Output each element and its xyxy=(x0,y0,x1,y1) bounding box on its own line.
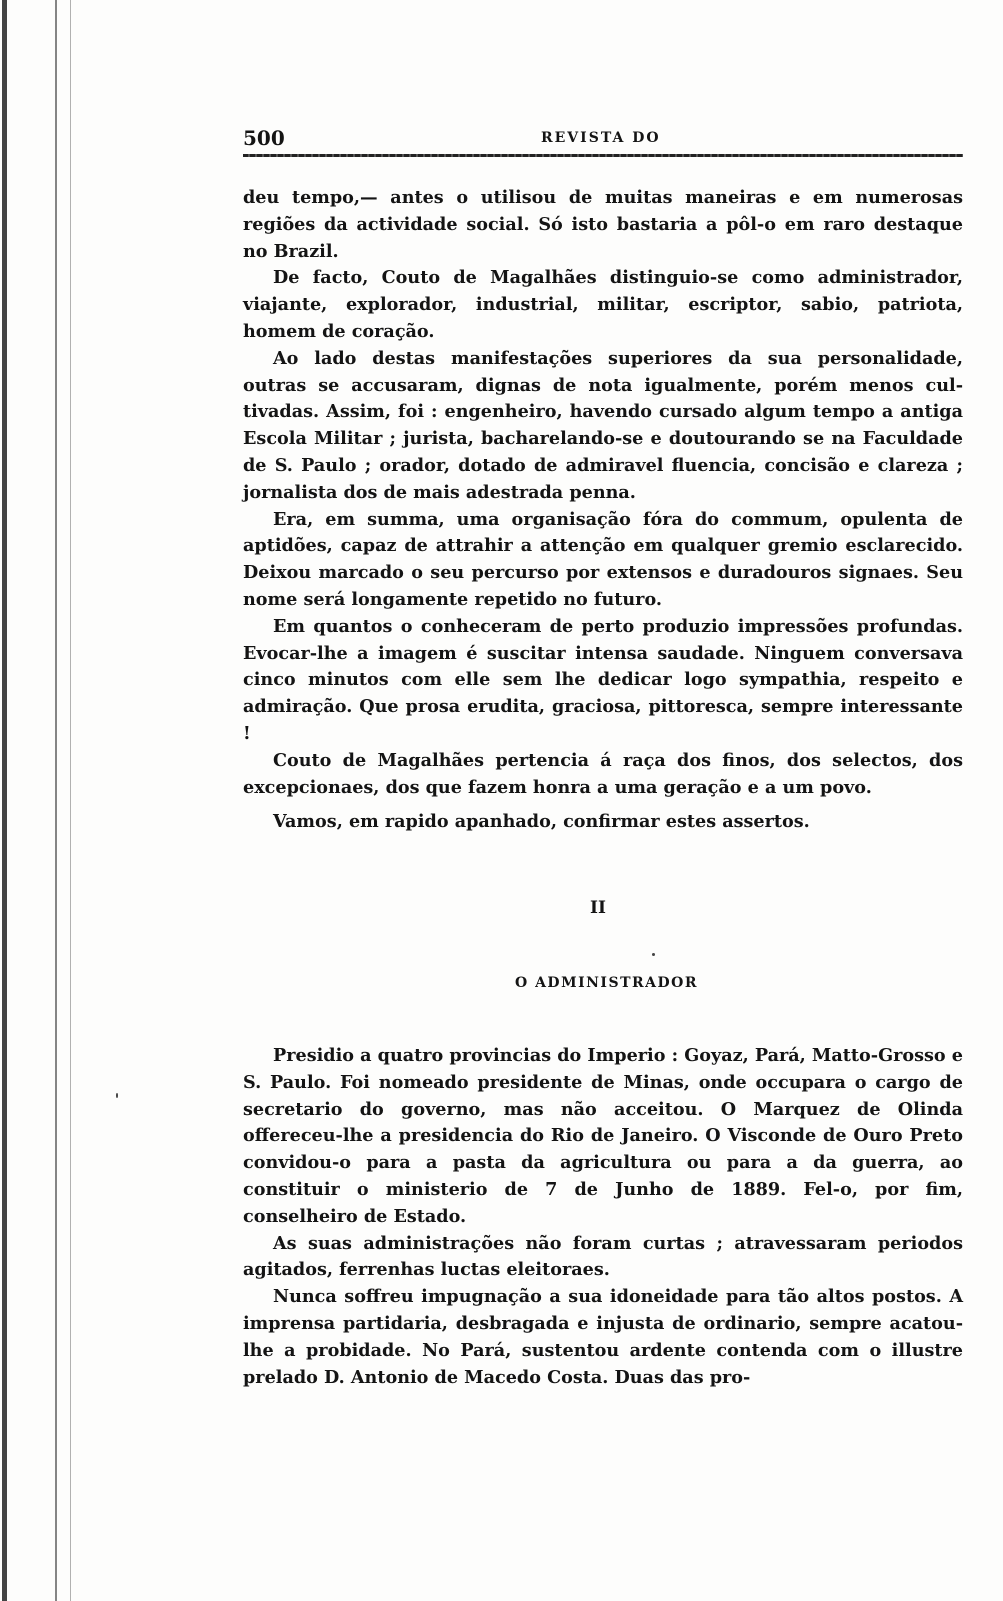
paragraph: Era, em summa, uma organisação fóra do commum, opulenta de aptidões, capaz de attrahir a attenção em qualquer gremio esclarecido. Deixou marcado o seu percurso por extensos e duradouros signaes. Seu nome será longamente repetido no futuro. xyxy=(243,508,963,610)
paragraph: As suas administrações não foram curtas ; atravessaram periodos agitados, ferrenhas luctas eleitoraes. xyxy=(243,1232,963,1281)
print-speck xyxy=(116,1093,118,1098)
header-rule xyxy=(243,154,963,157)
section-numeral: II xyxy=(590,898,606,918)
paragraph: deu tempo,— antes o utilisou de muitas maneiras e em numerosas regiões da actividade social. Só isto bastaria a pôl-o em raro destaque no Brazil. xyxy=(243,187,963,262)
binding-shadow xyxy=(70,0,71,1601)
paragraph: De facto, Couto de Magalhães distinguio-se como administrador, viajante, explorador, industrial, militar, escriptor, sabio, patriota, homem de coração. xyxy=(243,267,963,342)
paragraph: Vamos, em rapido apanhado, confirmar estes assertos. xyxy=(273,811,810,833)
running-head: REVISTA DO xyxy=(541,130,661,146)
paragraph: Presidio a quatro provincias do Imperio : Goyaz, Pará, Matto-Grosso e S. Paulo. Foi nomeado presidente de Minas, onde occupara o cargo de secretario do governo, mas não acceitou. O Marquez de Olinda offereceu-lhe a presidencia do Rio de Janeiro. O Visconde de Ouro Preto convidou-o para a pasta da agricultura ou para a da guerra, ao constituir o ministerio de 7 de Junho de 1889. Fel-o, por fim, conselheiro de Estado. xyxy=(243,1045,963,1227)
section-title: O ADMINISTRADOR xyxy=(515,975,698,991)
paragraph: Ao lado destas manifestações superiores da sua personalidade, outras se accusaram, dignas de nota igualmente, porém menos cultivadas. Assim, foi : engenheiro, havendo cursado algum tempo a antiga Escola Militar ; jurista, bacharelando-se e doutourando se na Faculdade de S. Paulo ; orador, dotado de admiravel fluencia, concisão e clareza ; jornalista dos de mais adestrada penna. xyxy=(243,347,963,503)
paragraph: Couto de Magalhães pertencia á raça dos finos, dos selectos, dos excepcionaes, dos que fazem honra a uma geração e a um povo. xyxy=(243,749,963,798)
text-block-intro xyxy=(243,185,963,836)
text-block-administrador xyxy=(243,1043,963,1391)
page-number: 500 xyxy=(243,126,285,150)
page-header xyxy=(243,124,963,152)
paragraph: Nunca soffreu impugnação a sua idoneidade para tão altos postos. A imprensa partidaria, desbragada e injusta de ordinario, sempre acatou-lhe a probidade. No Pará, sustentou ardente contenda com o illustre prelado D. Antonio de Macedo Costa. Duas das pro- xyxy=(243,1286,963,1388)
paragraph: Em quantos o conheceram de perto produzio impressões profundas. Evocar-lhe a imagem é suscitar intensa saudade. Ninguem conversava cinco minutos com elle sem lhe dedicar logo sympathia, respeito e admiração. Que prosa erudita, graciosa, pittoresca, sempre interessante ! xyxy=(243,615,963,744)
binding-shadow xyxy=(2,0,7,1601)
print-speck xyxy=(652,953,655,956)
binding-shadow xyxy=(55,0,57,1601)
